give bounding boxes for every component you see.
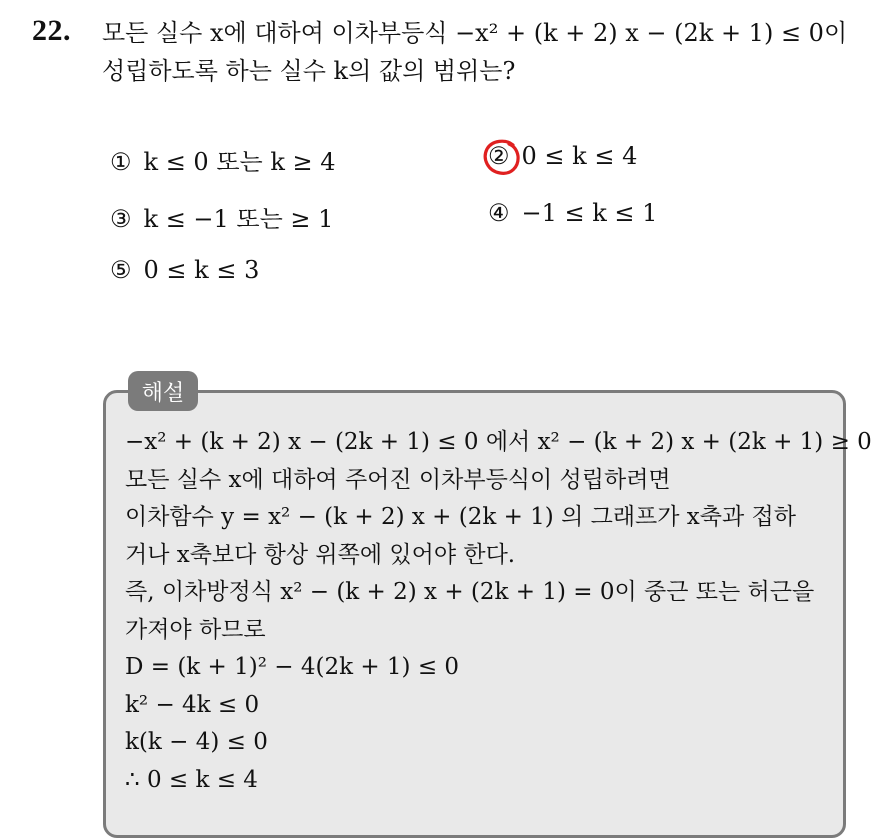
choice-3-number: ③ [110,205,132,233]
solution-line: D = (k + 1)² − 4(2k + 1) ≤ 0 [125,654,460,680]
choice-4-number: ④ [488,199,510,227]
choice-1-text: k ≤ 0 또는 k ≥ 4 [143,148,336,176]
solution-line: ∴ 0 ≤ k ≤ 4 [125,766,258,793]
choice-3[interactable] [110,199,333,234]
choice-5-number: ⑤ [110,256,132,284]
solution-line: 거나 x축보다 항상 위쪽에 있어야 한다. [125,541,516,568]
choice-3-text: k ≤ −1 또는 ≥ 1 [143,205,334,233]
solution-line: 가져야 하므로 [125,616,266,643]
choice-2-text: 0 ≤ k ≤ 4 [521,142,638,170]
solution-line: k(k − 4) ≤ 0 [125,729,268,755]
choice-1[interactable] [110,142,336,177]
solution-line: 모든 실수 x에 대하여 주어진 이차부등식이 성립하려면 [125,466,671,493]
choice-5[interactable] [110,256,259,284]
solution-line: 즉, 이차방정식 x² − (k + 2) x + (2k + 1) = 0이 중근 또는 허근을 [125,579,815,605]
choice-2-number: ② [488,142,510,170]
choice-1-number: ① [110,148,132,176]
question-text: 모든 실수 x에 대하여 이차부등식 −x² + (k + 2) x − (2k + 1) ≤ 0이 성립하도록 하는 실수 k의 값의 범위는? [102,19,848,85]
question-number: 22. [32,14,71,47]
solution-line: −x² + (k + 2) x − (2k + 1) ≤ 0 에서 x² − (k + 2) x + (2k + 1) ≥ 0 [125,429,872,455]
choice-5-text: 0 ≤ k ≤ 3 [143,256,260,284]
solution-body [125,424,872,799]
choice-4-text: −1 ≤ k ≤ 1 [521,199,658,227]
solution-line: 이차함수 y = x² − (k + 2) x + (2k + 1) 의 그래프가 x축과 접하 [125,504,796,530]
solution-label: 해설 [128,371,198,411]
answer-circle-mark [482,137,522,177]
solution-line: k² − 4k ≤ 0 [125,691,260,718]
choice-4[interactable] [488,199,657,227]
